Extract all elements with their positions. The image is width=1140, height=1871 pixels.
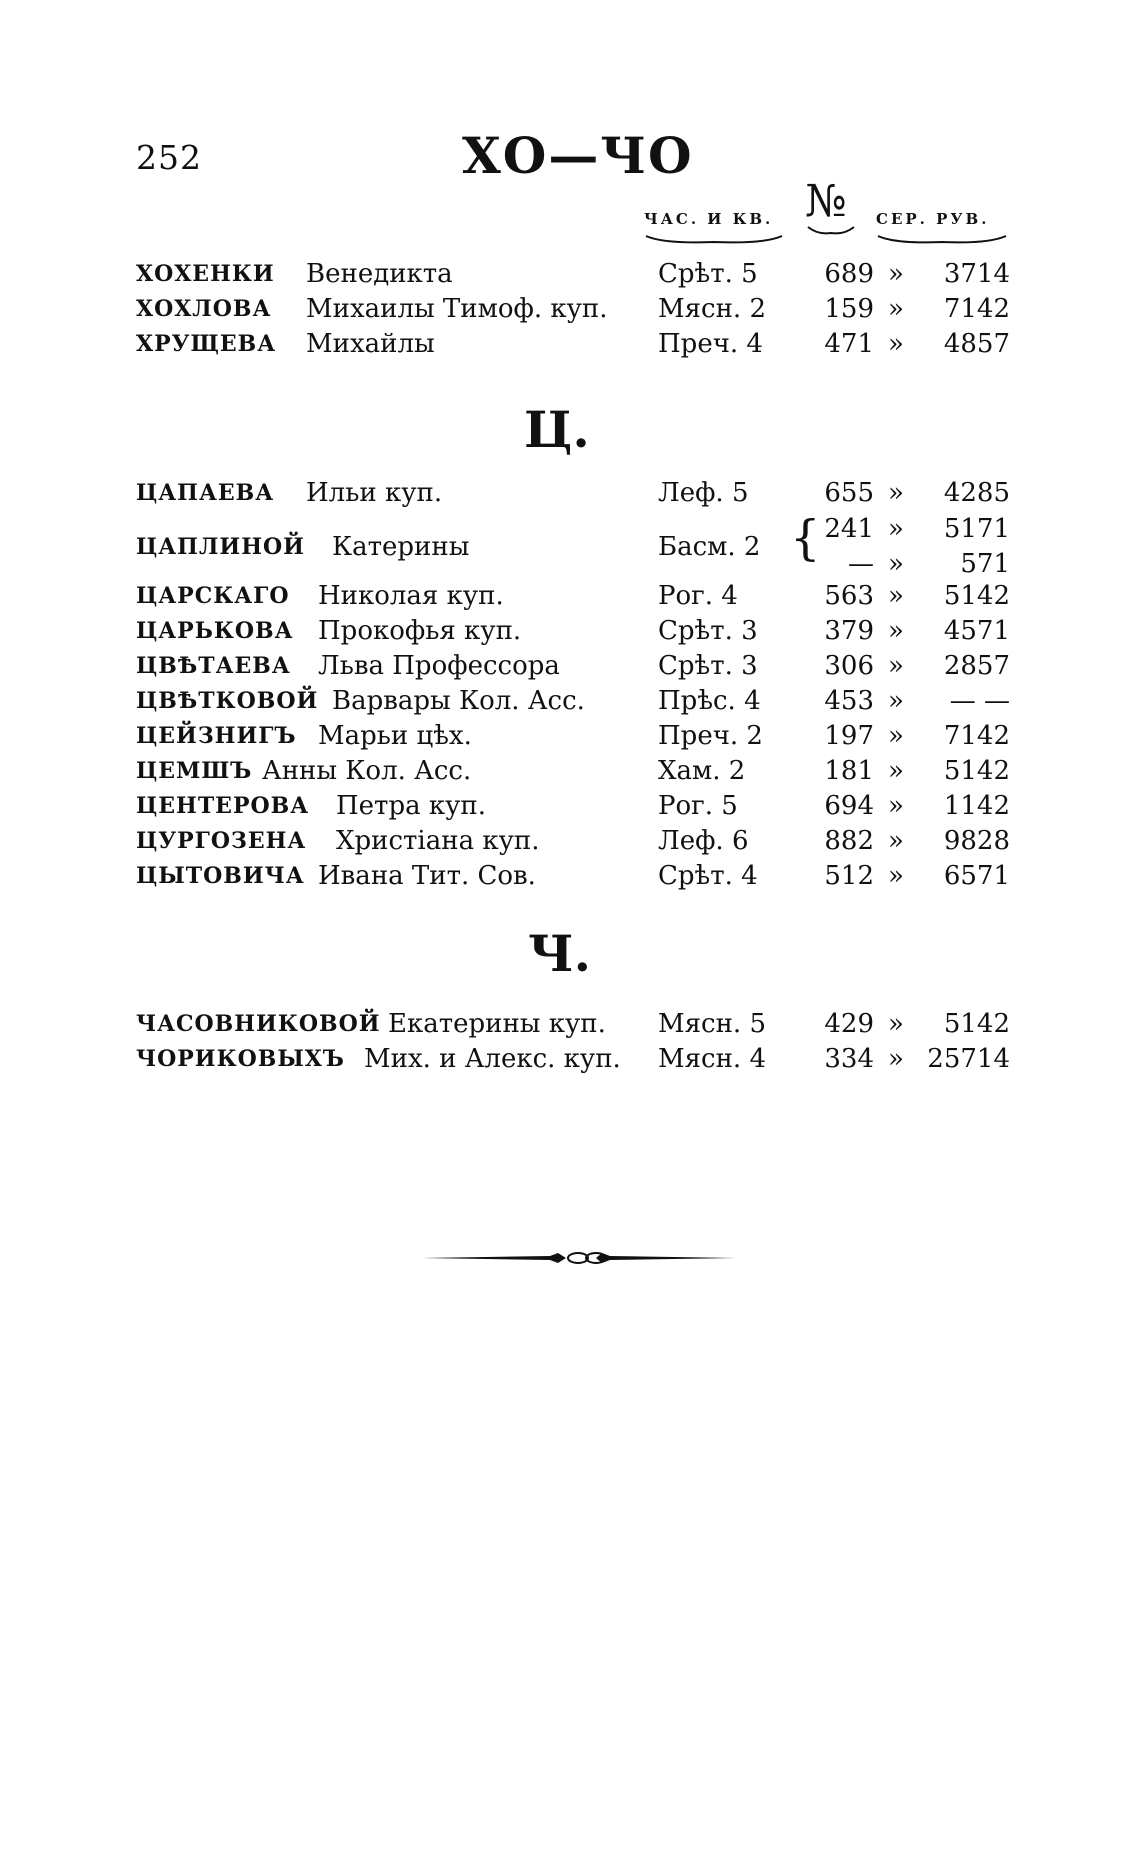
- entry-given-name: Христіана куп.: [336, 826, 540, 856]
- entry-given-name: Николая куп.: [318, 581, 504, 611]
- entry-surname: ХРУЩЕВА: [136, 331, 277, 357]
- entry-amount: 4285: [943, 478, 1010, 508]
- entry-district: Рог. 5: [658, 791, 738, 821]
- entry-amount: 5142: [943, 756, 1010, 786]
- entry-given-name: Екатерины куп.: [388, 1009, 606, 1039]
- entry-ditto-mark: »: [888, 329, 904, 359]
- entry-given-name: Михаилы Тимоф. куп.: [306, 294, 608, 324]
- entry-district: Преч. 4: [658, 329, 763, 359]
- entry-given-name: Венедикта: [306, 259, 453, 289]
- entry-amount: — —: [949, 686, 1010, 716]
- list-item: [136, 684, 1010, 719]
- entry-amount: 1142: [943, 791, 1010, 821]
- list-item: [136, 719, 1010, 754]
- entry-amount: 25714: [927, 1044, 1010, 1074]
- running-head: ХО—ЧО: [462, 126, 694, 185]
- entry-house-number: —: [848, 549, 874, 579]
- entry-district: Срѣт. 3: [658, 651, 758, 681]
- entry-ditto-mark: »: [888, 861, 904, 891]
- entry-ditto-mark: »: [888, 756, 904, 786]
- list-item: [136, 754, 1010, 789]
- entry-district: Леф. 6: [658, 826, 749, 856]
- column-header-district: ЧАС. И КВ.: [644, 210, 774, 228]
- list-item: [136, 789, 1010, 824]
- column-header-silver: СЕР. РУВ.: [876, 210, 990, 228]
- entry-ditto-mark: »: [888, 1009, 904, 1039]
- entry-surname: ЦЕМШЪ: [136, 758, 253, 784]
- entry-surname: ЦЕНТЕРОВА: [136, 793, 310, 819]
- list-item: [136, 476, 1010, 511]
- entry-amount: 9828: [943, 826, 1010, 856]
- section-letter: Ц.: [524, 400, 590, 459]
- entry-ditto-mark: »: [888, 721, 904, 751]
- entry-district: Срѣт. 4: [658, 861, 758, 891]
- entry-surname: ЦЕЙЗНИГЪ: [136, 723, 297, 749]
- list-item: [136, 614, 1010, 649]
- entry-surname: ХОХЕНКИ: [136, 261, 275, 287]
- entry-house-number: 379: [824, 616, 874, 646]
- entry-amount: 5142: [943, 581, 1010, 611]
- entry-ditto-mark: »: [888, 514, 904, 544]
- entry-ditto-mark: »: [888, 791, 904, 821]
- entry-ditto-mark: »: [888, 1044, 904, 1074]
- ornamental-divider: [420, 1247, 738, 1269]
- entry-house-number: 512: [824, 861, 874, 891]
- entry-ditto-mark: »: [888, 826, 904, 856]
- entry-district: Хам. 2: [658, 756, 746, 786]
- entry-surname: ЦАПАЕВА: [136, 480, 275, 506]
- column-brace-silver: [876, 234, 1008, 246]
- entry-ditto-mark: »: [888, 294, 904, 324]
- list-item: [136, 649, 1010, 684]
- entry-surname: ЦАПЛИНОЙ: [136, 534, 305, 560]
- entry-district: Мясн. 4: [658, 1044, 766, 1074]
- entry-house-number: 694: [824, 791, 874, 821]
- entry-district: Преч. 2: [658, 721, 763, 751]
- entry-given-name: Катерины: [332, 532, 470, 562]
- entry-amount: 7142: [943, 721, 1010, 751]
- entry-district: Прѣс. 4: [658, 686, 761, 716]
- entry-district: Басм. 2: [658, 532, 761, 562]
- list-item: [136, 257, 1010, 292]
- entry-ditto-mark: »: [888, 581, 904, 611]
- list-item: [136, 859, 1010, 894]
- entry-district: Срѣт. 3: [658, 616, 758, 646]
- list-item: [136, 327, 1010, 362]
- entry-district: Мясн. 2: [658, 294, 766, 324]
- entry-district: Срѣт. 5: [658, 259, 758, 289]
- entry-given-name: Льва Профессора: [318, 651, 560, 681]
- entry-amount: 7142: [943, 294, 1010, 324]
- entry-district: Рог. 4: [658, 581, 738, 611]
- page-number: 252: [136, 138, 202, 177]
- entry-house-number: 181: [824, 756, 874, 786]
- entry-house-number: 471: [824, 329, 874, 359]
- list-item: [136, 1007, 1010, 1042]
- entry-house-number: 241: [824, 514, 874, 544]
- entry-amount: 5142: [943, 1009, 1010, 1039]
- entry-ditto-mark: »: [888, 259, 904, 289]
- entry-given-name: Ивана Тит. Сов.: [318, 861, 536, 891]
- list-item: [136, 512, 1010, 547]
- entry-surname: ЦВѢТКОВОЙ: [136, 688, 319, 714]
- entry-surname: ЧАСОВНИКОВОЙ: [136, 1011, 381, 1037]
- list-item: [136, 1042, 1010, 1077]
- entry-house-number: 563: [824, 581, 874, 611]
- entry-given-name: Марьи цѣх.: [318, 721, 472, 751]
- entry-surname: ЦВѢТАЕВА: [136, 653, 291, 679]
- entry-amount: 3714: [943, 259, 1010, 289]
- entry-surname: ЦУРГОЗЕНА: [136, 828, 307, 854]
- entry-given-name: Анны Кол. Асс.: [262, 756, 472, 786]
- entry-house-number: 655: [824, 478, 874, 508]
- entry-ditto-mark: »: [888, 478, 904, 508]
- entry-amount: 6571: [943, 861, 1010, 891]
- entry-surname: ХОХЛОВА: [136, 296, 272, 322]
- entry-amount: 4571: [943, 616, 1010, 646]
- entry-amount: 571: [960, 549, 1010, 579]
- entry-house-number: 197: [824, 721, 874, 751]
- curly-brace: {: [790, 510, 821, 566]
- entry-house-number: 429: [824, 1009, 874, 1039]
- entry-ditto-mark: »: [888, 616, 904, 646]
- list-item: [136, 579, 1010, 614]
- entry-given-name: Ильи куп.: [306, 478, 443, 508]
- entry-amount: 5171: [943, 514, 1010, 544]
- entry-ditto-mark: »: [888, 651, 904, 681]
- entry-surname: ЦАРСКАГО: [136, 583, 290, 609]
- entry-amount: 2857: [943, 651, 1010, 681]
- entry-district: Леф. 5: [658, 478, 749, 508]
- entry-given-name: Прокофья куп.: [318, 616, 522, 646]
- entry-given-name: Михайлы: [306, 329, 435, 359]
- entry-ditto-mark: »: [888, 686, 904, 716]
- entry-house-number: 689: [824, 259, 874, 289]
- entry-given-name: Петра куп.: [336, 791, 486, 821]
- entry-house-number: 306: [824, 651, 874, 681]
- column-header-number: №: [805, 176, 847, 227]
- entry-house-number: 882: [824, 826, 874, 856]
- entry-house-number: 334: [824, 1044, 874, 1074]
- entry-ditto-mark: »: [888, 549, 904, 579]
- entry-amount: 4857: [943, 329, 1010, 359]
- entry-given-name: Варвары Кол. Асс.: [332, 686, 585, 716]
- column-brace-district: [644, 234, 784, 246]
- list-item: [136, 547, 1010, 582]
- entry-surname: ЦЫТОВИЧА: [136, 863, 305, 889]
- list-item: [136, 292, 1010, 327]
- entry-surname: ЧОРИКОВЫХЪ: [136, 1046, 345, 1072]
- entry-house-number: 159: [824, 294, 874, 324]
- column-brace-number: [806, 225, 856, 237]
- entry-surname: ЦАРЬКОВА: [136, 618, 294, 644]
- entry-house-number: 453: [824, 686, 874, 716]
- entry-district: Мясн. 5: [658, 1009, 766, 1039]
- entry-given-name: Мих. и Алекс. куп.: [364, 1044, 621, 1074]
- section-letter: Ч.: [528, 924, 592, 983]
- list-item: [136, 824, 1010, 859]
